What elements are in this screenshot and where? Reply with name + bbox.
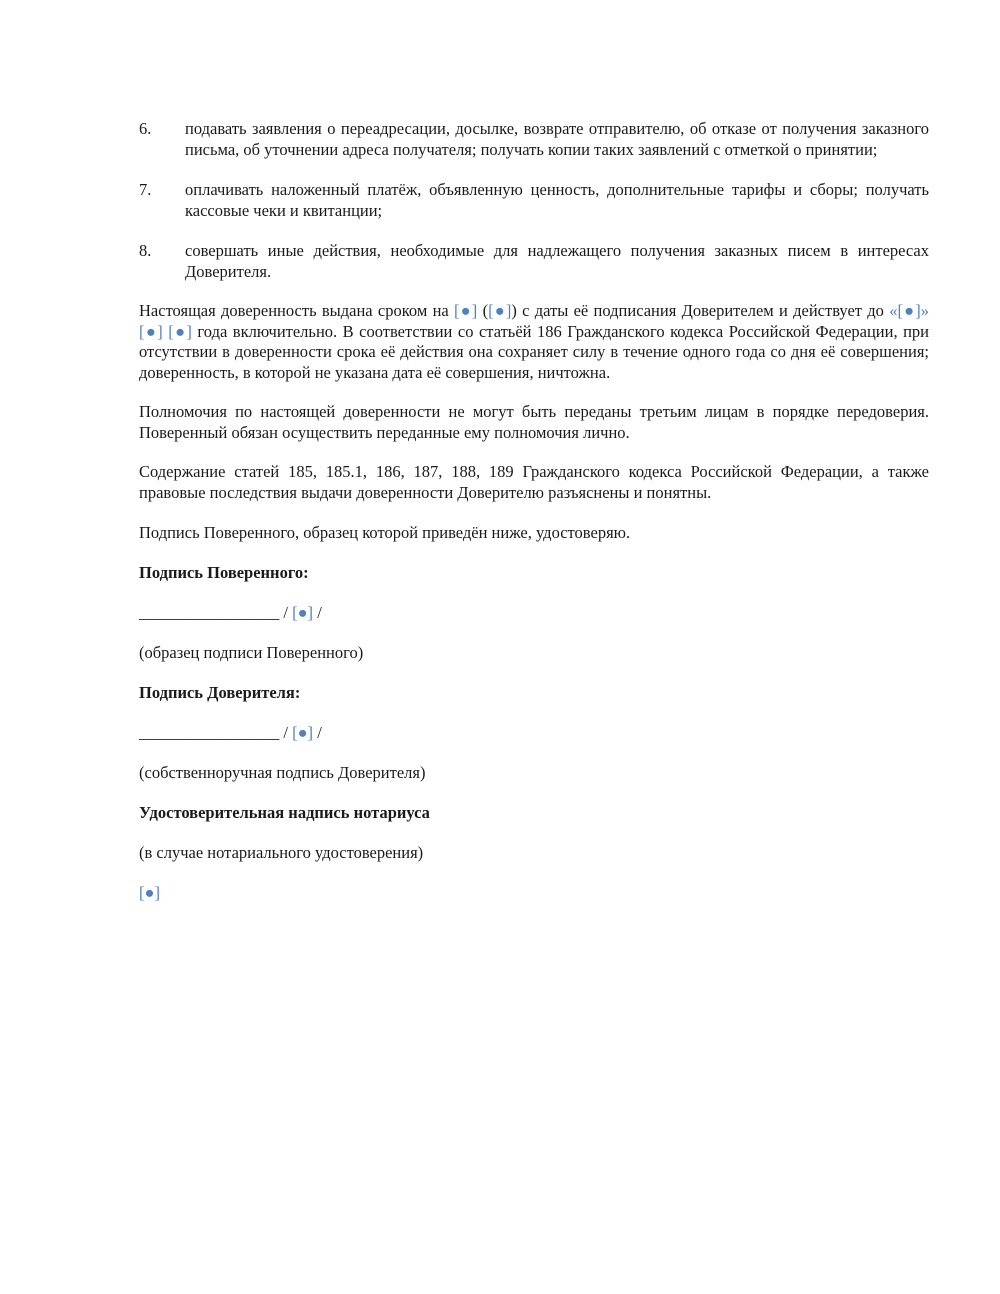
principal-signature-line xyxy=(139,722,929,743)
date-day-placeholder: «[●]» xyxy=(889,301,929,320)
signature-suffix: / xyxy=(313,603,322,622)
principal-signature-heading: Подпись Доверителя: xyxy=(139,683,301,702)
date-month-placeholder: [●] xyxy=(139,321,163,341)
list-item xyxy=(139,179,929,221)
list-item-text: совершать иные действия, необходимые для надлежащего получения заказных писем в интересах Доверителя. xyxy=(185,241,929,281)
signature-suffix: / xyxy=(313,723,322,742)
date-year-placeholder: [●] xyxy=(168,321,192,341)
term-text-6: года включительно. В соответствии со статьёй 186 Гражданского кодекса Российской Федерации, при отсутствии в доверенности срока её действия она сохраняет силу в течение одного года со дня её совершения; доверенность, в которой не указана дата её совершения, ничтожна. xyxy=(139,321,930,382)
term-text-2: ( xyxy=(477,301,489,320)
list-item-number: 8. xyxy=(139,241,152,260)
notary-heading: Удостоверительная надпись нотариуса xyxy=(139,803,430,822)
list-item xyxy=(139,240,929,282)
document-page xyxy=(139,118,929,922)
certify-paragraph: Подпись Поверенного, образец которой приведён ниже, удостоверяю. xyxy=(139,523,631,542)
signature-underline: _________________ / xyxy=(139,723,293,742)
articles-paragraph: Содержание статей 185, 185.1, 186, 187, 188, 189 Гражданского кодекса Российской Федерации, а также правовые последствия выдачи доверенности Доверителю разъяснены и понятны. xyxy=(139,462,929,502)
attorney-signature-heading: Подпись Поверенного: xyxy=(139,563,309,582)
attorney-signature-caption: (образец подписи Поверенного) xyxy=(139,643,364,662)
attorney-signature-line xyxy=(139,602,929,623)
list-item-number: 6. xyxy=(139,119,152,138)
signature-underline: _________________ / xyxy=(139,603,293,622)
term-placeholder: [●] xyxy=(488,301,512,320)
principal-name-placeholder: [●] xyxy=(292,723,314,742)
attorney-name-placeholder: [●] xyxy=(292,603,314,622)
principal-signature-caption: (собственноручная подпись Доверителя) xyxy=(139,763,426,782)
delegation-paragraph: Полномочия по настоящей доверенности не могут быть переданы третьим лицам в порядке передоверия. Поверенный обязан осуществить переданные ему полномочия лично. xyxy=(139,402,929,442)
term-text-1: Настоящая доверенность выдана сроком на xyxy=(139,301,455,320)
list-item-text: подавать заявления о переадресации, досылке, возврате отправителю, об отказе от получения заказного письма, об уточнении адреса получателя; получать копии таких заявлений с отметкой о принятии; xyxy=(185,119,929,159)
list-item-text: оплачивать наложенный платёж, объявленную ценность, дополнительные тарифы и сборы; получать кассовые чеки и квитанции; xyxy=(185,180,929,220)
notary-caption: (в случае нотариального удостоверения) xyxy=(139,843,424,862)
notary-placeholder: [●] xyxy=(139,883,160,902)
term-paragraph xyxy=(139,301,929,383)
list-item-number: 7. xyxy=(139,180,152,199)
list-item xyxy=(139,118,929,160)
term-text-3: ) с даты её подписания Доверителем и действует до xyxy=(511,301,890,320)
term-placeholder: [●] xyxy=(454,301,478,320)
